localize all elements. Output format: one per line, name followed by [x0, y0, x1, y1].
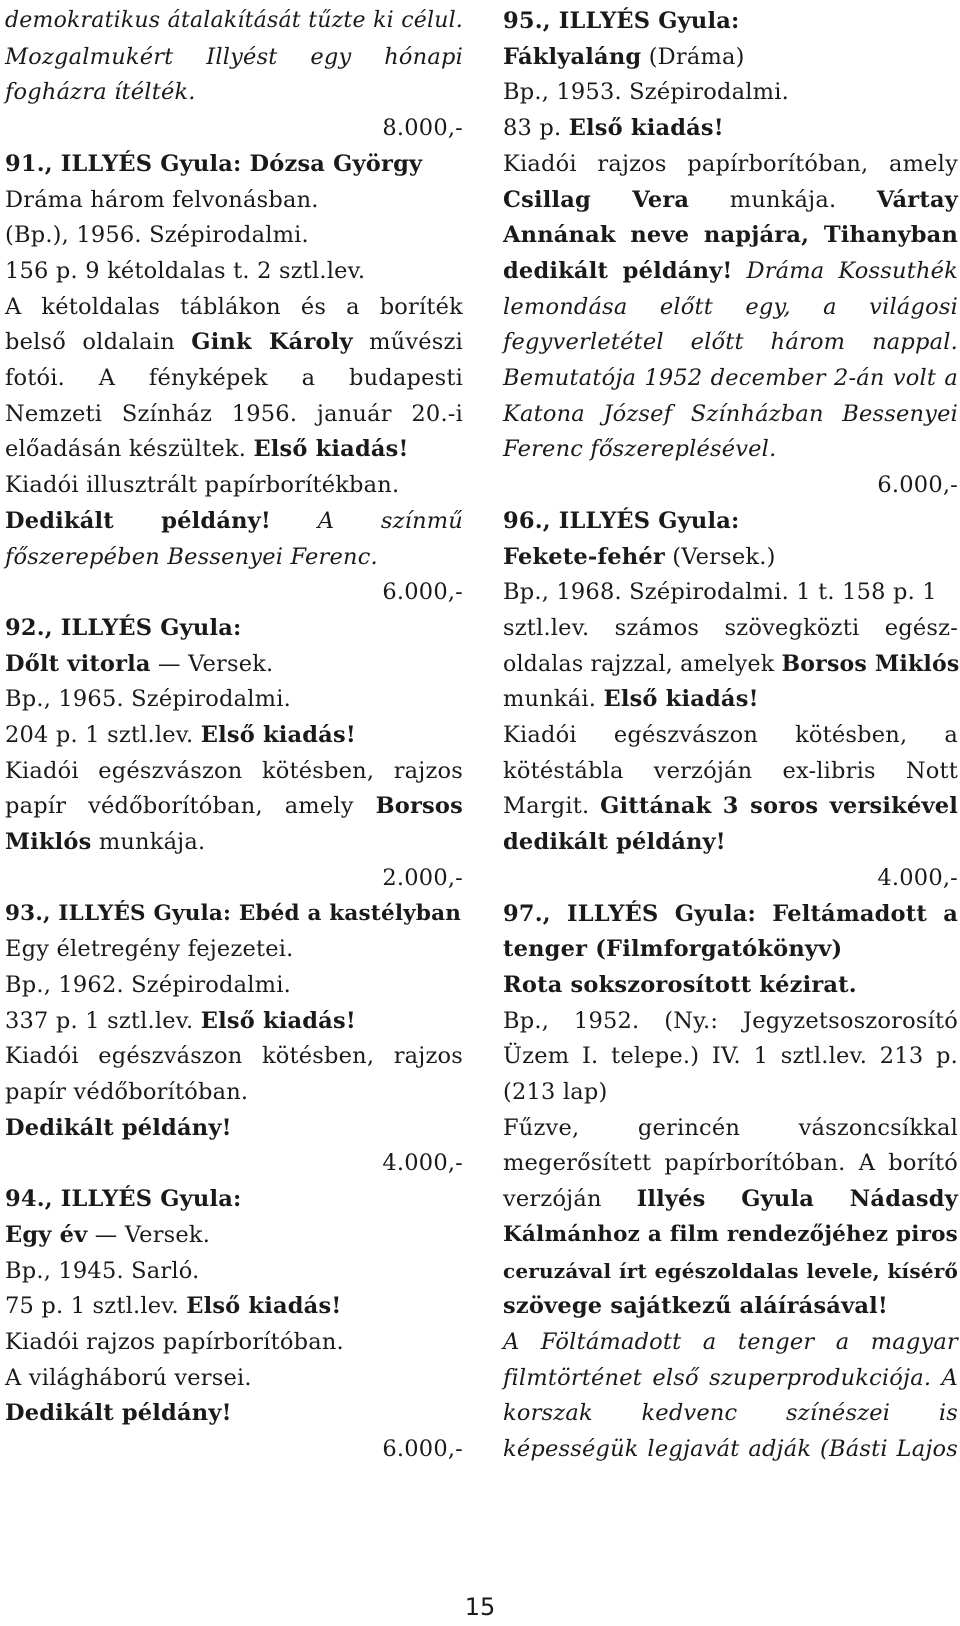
left-column-line	[5, 1110, 463, 1146]
text-span: lemondása előtt egy, a világosi	[503, 293, 958, 320]
text-span: filmtörténet első szuperprodukciója. A	[503, 1364, 958, 1391]
text-span: 94., ILLYÉS Gyula:	[5, 1186, 242, 1213]
right-column-line	[503, 1181, 958, 1217]
text-span: Illyés Gyula Nádasdy	[636, 1186, 958, 1213]
left-column-line	[5, 860, 463, 896]
text-span: képességük legjavát adják (Básti Lajos	[503, 1436, 958, 1462]
text-span: Annának neve napjára, Tihanyban	[503, 222, 958, 249]
right-column-line	[503, 681, 958, 717]
left-column-line	[5, 646, 463, 682]
text-span: Fűzve, gerincén vászoncsíkkal	[503, 1114, 958, 1141]
text-span: Dedikált példány!	[5, 507, 272, 534]
text-span: Ferenc főszereplésével.	[503, 436, 777, 463]
text-span: oldalas rajzzal, amelyek	[503, 651, 782, 677]
left-column-line	[5, 467, 463, 503]
text-span: szövege sajátkezű aláírásával!	[503, 1293, 888, 1320]
left-column-line	[5, 253, 463, 289]
left-column-line	[5, 396, 463, 432]
right-column-line	[503, 253, 958, 289]
text-span: A Föltámadott a tenger a magyar	[503, 1328, 958, 1355]
text-span: Első kiadás!	[200, 722, 356, 748]
right-column-line	[503, 896, 958, 932]
left-column-line	[5, 1217, 463, 1253]
left-column-line	[5, 824, 463, 860]
text-span: 6.000,-	[382, 579, 463, 606]
left-column-line	[5, 324, 463, 360]
right-column-line	[503, 289, 958, 325]
right-column-line	[503, 646, 958, 682]
text-span: Gittának 3 soros versikével	[600, 793, 958, 820]
text-span: Dőlt vitorla	[5, 650, 151, 677]
left-column-line	[5, 1038, 463, 1074]
text-span: fotói. A fényképek a budapesti	[5, 365, 463, 391]
text-span: belső oldalain	[5, 329, 192, 356]
text-span: kötéstábla verzóján ex-libris Nott	[503, 757, 958, 784]
left-column-line	[5, 110, 463, 146]
text-span: dedikált példány!	[503, 257, 733, 284]
text-span: papír védőborítóban, amely	[5, 793, 376, 820]
right-column-line	[503, 1253, 958, 1289]
text-span: Kiadói illusztrált papírborítékban.	[5, 472, 400, 499]
right-column-line	[503, 574, 958, 610]
text-span: Kiadói rajzos papírborítóban, amely	[503, 150, 958, 177]
left-column-line	[5, 503, 463, 539]
right-column-line	[503, 74, 958, 110]
text-span: Egy életregény fejezetei.	[5, 936, 294, 963]
right-column-line	[503, 824, 958, 860]
text-span: A színmű	[271, 507, 463, 534]
text-span: Gink Károly	[191, 329, 353, 356]
text-span: fegyverletétel előtt három nappal.	[503, 329, 958, 356]
left-column-line	[5, 753, 463, 789]
right-column-line	[503, 1288, 958, 1324]
text-span: Bp., 1968. Szépirodalmi. 1 t. 158 p. 1	[503, 579, 937, 606]
text-span: 337 p. 1 sztl.lev.	[5, 1007, 201, 1034]
text-span: fogházra ítélték.	[5, 79, 196, 106]
text-span: 92., ILLYÉS Gyula:	[5, 614, 242, 641]
right-column-line	[503, 931, 958, 967]
left-column-line	[5, 182, 463, 218]
left-column-line	[5, 967, 463, 1003]
right-column-line	[503, 431, 958, 467]
left-column-line	[5, 1074, 463, 1110]
text-span: 97., ILLYÉS Gyula: Feltámadott a	[503, 900, 958, 927]
right-column-line	[503, 1003, 958, 1039]
left-column-line	[5, 931, 463, 967]
left-column-line	[5, 217, 463, 253]
text-span: 4.000,-	[877, 864, 958, 891]
text-span: tenger (Filmforgatókönyv)	[503, 936, 843, 963]
text-span: papír védőborítóban.	[5, 1079, 249, 1105]
text-span: (Dráma)	[641, 43, 745, 70]
text-span: Dráma Kossuthék	[732, 257, 958, 284]
left-column-line	[5, 74, 463, 110]
text-span: 8.000,-	[382, 115, 463, 142]
text-span: Bp., 1945. Sarló.	[5, 1257, 200, 1284]
text-span: 204 p. 1 sztl.lev.	[5, 722, 201, 748]
text-span: 75 p. 1 sztl.lev.	[5, 1293, 187, 1320]
left-column-line	[5, 1003, 463, 1039]
text-span: (Bp.), 1956. Szépirodalmi.	[5, 222, 309, 249]
text-span: Bp., 1965. Szépirodalmi.	[5, 686, 291, 713]
text-span: ceruzával írt egészoldalas levele, kísérő	[503, 1258, 958, 1283]
right-column-line	[503, 753, 958, 789]
text-span: Nemzeti Színház 1956. január 20.-i	[5, 400, 463, 427]
right-column-line	[503, 1217, 958, 1253]
text-span: előadásán készültek.	[5, 436, 254, 463]
right-column-line	[503, 503, 958, 539]
left-column-line	[5, 146, 463, 182]
page-number: 15	[464, 1593, 496, 1621]
text-span: 156 p. 9 kétoldalas t. 2 sztl.lev.	[5, 257, 366, 284]
text-span: Bemutatója 1952 december 2-án volt a	[503, 365, 958, 391]
text-span: sztl.lev. számos szövegközti egész-	[503, 614, 958, 641]
right-column-line	[503, 1324, 958, 1360]
right-column-line	[503, 717, 958, 753]
left-column-line	[5, 1145, 463, 1181]
right-column-line	[503, 610, 958, 646]
left-column-line	[5, 717, 463, 753]
right-column-line	[503, 467, 958, 503]
text-span: Margit.	[503, 793, 601, 820]
text-span: 95., ILLYÉS Gyula:	[503, 8, 740, 34]
right-column-line	[503, 182, 958, 218]
left-column-line	[5, 1181, 463, 1217]
text-span: munkája.	[91, 829, 206, 856]
text-span: — Versek.	[87, 1221, 211, 1248]
left-column-line	[5, 1288, 463, 1324]
text-span: A világháború versei.	[5, 1364, 252, 1391]
right-column-line	[503, 1110, 958, 1146]
text-span: Dedikált példány!	[5, 1400, 232, 1427]
left-column-line	[5, 39, 463, 75]
text-span: Egy év	[5, 1221, 88, 1248]
right-column-line	[503, 324, 958, 360]
right-column-line	[503, 539, 958, 575]
left-column-line	[5, 574, 463, 610]
text-span: Kálmánhoz a film rendezőjéhez piros	[503, 1221, 958, 1247]
right-column-line	[503, 1431, 958, 1467]
right-column-line	[503, 360, 958, 396]
text-span: munkája.	[689, 186, 877, 213]
right-column-line	[503, 217, 958, 253]
left-column-line	[5, 788, 463, 824]
right-column-line	[503, 39, 958, 75]
left-column-line	[5, 681, 463, 717]
left-column-line	[5, 896, 463, 932]
text-span: (Versek.)	[664, 543, 776, 570]
text-span: Katona József Színházban Bessenyei	[503, 400, 958, 427]
text-span: Miklós	[5, 829, 92, 856]
text-span: Borsos Miklós	[781, 650, 960, 677]
text-span: A kétoldalas táblákon és a boríték	[5, 293, 463, 320]
text-span: — Versek.	[150, 650, 274, 677]
left-column-line	[5, 289, 463, 325]
right-column-line	[503, 146, 958, 182]
text-span: Első kiadás!	[186, 1293, 342, 1320]
text-span: Fáklyaláng	[503, 43, 642, 70]
text-span: 4.000,-	[382, 1150, 463, 1177]
left-column-line	[5, 360, 463, 396]
text-span: Fekete-fehér	[503, 543, 665, 570]
left-column-line	[5, 1360, 463, 1396]
text-span: Első kiadás!	[568, 115, 724, 142]
text-span: 91., ILLYÉS Gyula: Dózsa György	[5, 150, 423, 177]
right-column-line	[503, 1145, 958, 1181]
left-column-line	[5, 610, 463, 646]
right-column-line	[503, 788, 958, 824]
right-column-line	[503, 396, 958, 432]
text-span: Első kiadás!	[253, 436, 409, 463]
text-span: Első kiadás!	[200, 1007, 356, 1034]
text-span: Vártay	[876, 186, 958, 213]
right-column-line	[503, 967, 958, 1003]
text-span: dedikált példány!	[503, 829, 726, 856]
text-span: demokratikus átalakítását tűzte ki célul.	[5, 8, 463, 33]
text-span: 96., ILLYÉS Gyula:	[503, 507, 740, 534]
text-span: korszak kedvenc színészei is	[503, 1400, 958, 1427]
text-span: munkái.	[503, 686, 604, 713]
left-column-line	[5, 1431, 463, 1467]
right-column-line	[503, 1395, 958, 1431]
text-span: Borsos	[375, 793, 463, 820]
text-span: Bp., 1952. (Ny.: Jegyzetsoszorosító	[503, 1007, 958, 1034]
text-span: Kiadói egészvászon kötésben, rajzos	[5, 1043, 463, 1070]
text-span: Csillag Vera	[503, 186, 690, 213]
text-span: Dráma három felvonásban.	[5, 186, 319, 213]
right-column-line	[503, 1074, 958, 1110]
left-column-line	[5, 3, 463, 39]
text-span: 93., ILLYÉS Gyula: Ebéd a kastélyban	[5, 900, 462, 926]
text-span: Dedikált példány!	[5, 1114, 232, 1141]
text-span: Kiadói egészvászon kötésben, rajzos	[5, 757, 463, 784]
text-span: Kiadói egészvászon kötésben, a	[503, 722, 958, 748]
right-column-line	[503, 110, 958, 146]
text-span: 6.000,-	[877, 472, 958, 499]
text-span: Üzem I. telepe.) IV. 1 sztl.lev. 213 p.	[503, 1043, 958, 1070]
text-span: Bp., 1953. Szépirodalmi.	[503, 79, 789, 106]
left-column-line	[5, 1253, 463, 1289]
text-span: Első kiadás!	[603, 686, 759, 713]
left-column-line	[5, 1395, 463, 1431]
text-span: 2.000,-	[382, 864, 463, 891]
right-column-line	[503, 1360, 958, 1396]
text-span: művészi	[352, 329, 463, 356]
text-span: Bp., 1962. Szépirodalmi.	[5, 971, 291, 998]
text-span: Rota sokszorosított kézirat.	[503, 971, 857, 998]
text-span: verzóján	[503, 1186, 637, 1213]
text-span: Mozgalmukért Illyést egy hónapi	[5, 43, 463, 70]
text-span: 83 p.	[503, 115, 569, 142]
left-column-line	[5, 1324, 463, 1360]
text-span: főszerepében Bessenyei Ferenc.	[5, 543, 378, 570]
right-column-line	[503, 1038, 958, 1074]
text-span: Kiadói rajzos papírborítóban.	[5, 1328, 344, 1355]
text-span: megerősített papírborítóban. A borító	[503, 1150, 958, 1177]
right-column-line	[503, 3, 958, 39]
text-span: (213 lap)	[503, 1079, 608, 1105]
right-column-line	[503, 860, 958, 896]
left-column-line	[5, 539, 463, 575]
text-span: 6.000,-	[382, 1436, 463, 1462]
left-column-line	[5, 431, 463, 467]
